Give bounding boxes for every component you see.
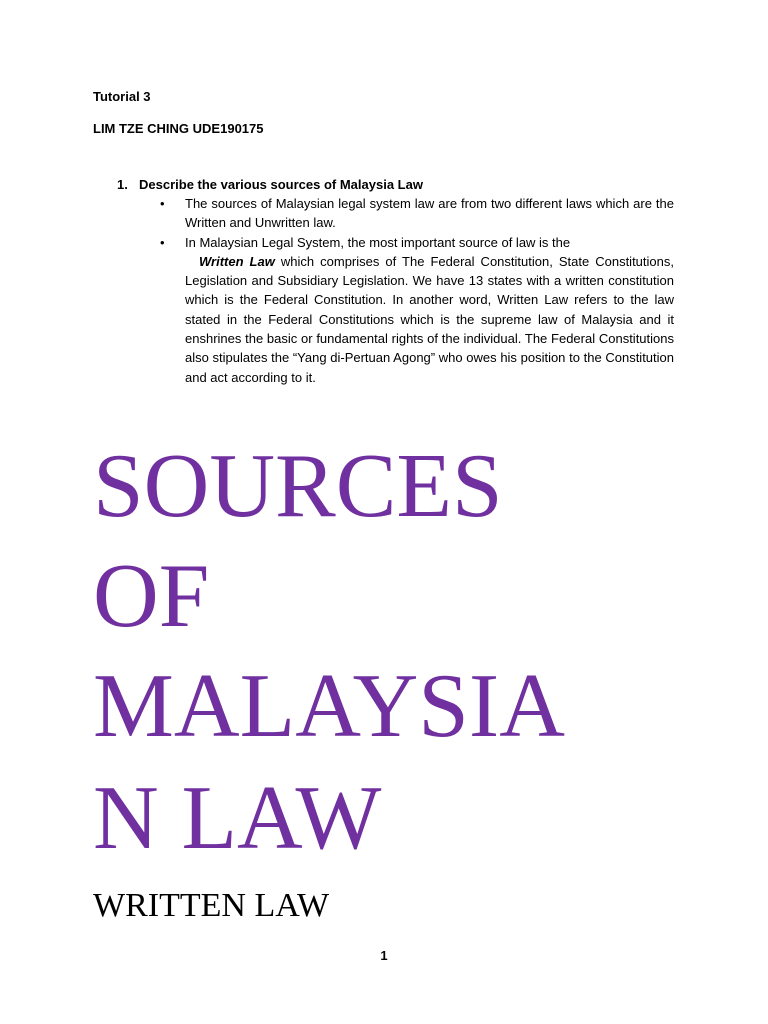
question-heading [117, 177, 717, 193]
author-line: LIM TZE CHING UDE190175 [93, 121, 264, 136]
banner-line-2: OF [93, 545, 210, 646]
written-law-emphasis: Written Law [199, 253, 275, 269]
question-text: Describe the various sources of Malaysia Law [139, 177, 423, 192]
answer-bullet-list [160, 194, 674, 387]
list-item [160, 233, 674, 387]
question-number: 1. [117, 177, 128, 192]
bullet-dot-icon: • [160, 196, 165, 211]
bullet-text: The sources of Malaysian legal system law are from two different laws which are the Written and Unwritten law. [185, 196, 674, 231]
banner-line-3: MALAYSIA [93, 655, 565, 756]
list-item [160, 194, 674, 233]
tutorial-label: Tutorial 3 [93, 89, 151, 104]
page-number: 1 [380, 948, 388, 963]
bullet-rest-text: which comprises of The Federal Constitution, State Constitutions, Legislation and Subsidiary Legislation. We have 13 states with a written constitution which is the Federal Constitution. In another word, Written Law refers to the law stated in the Federal Constitutions which is the supreme law of Malaysia and it enshrines the basic or fundamental rights of the individual. The Federal Constitutions also stipulates the “Yang di-Pertuan Agong” who owes his position to the Constitution and act according to it. [185, 253, 674, 385]
subtitle: WRITTEN LAW [93, 887, 330, 924]
banner-line-1: SOURCES [93, 435, 503, 536]
bullet-lead-text: In Malaysian Legal System, the most important source of law is the [185, 234, 571, 250]
banner-line-4: N LAW [93, 767, 382, 868]
bullet-dot-icon: • [160, 234, 165, 250]
